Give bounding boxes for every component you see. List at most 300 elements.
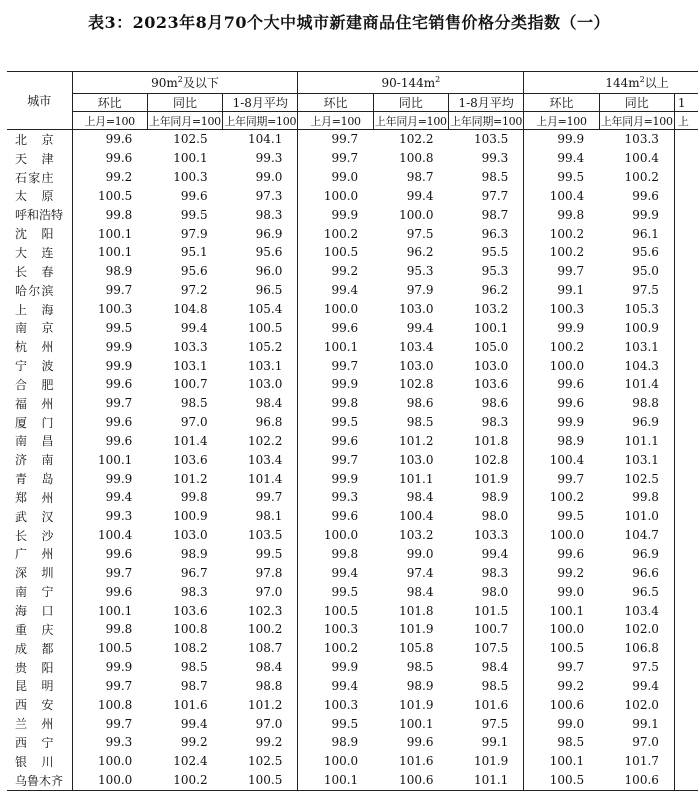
value-cell: 103.6	[173, 452, 208, 467]
truncated-cell	[674, 752, 698, 771]
value-cell: 98.9	[72, 262, 147, 281]
value-cell: 99.9	[524, 413, 599, 432]
value-cell: 100.0	[524, 620, 599, 639]
value-cell: 100.6	[373, 771, 448, 790]
value-cell: 100.1	[524, 752, 599, 771]
value-cell: 100.8	[399, 151, 434, 166]
value-cell: 101.2	[173, 471, 208, 486]
city-name-cell: 哈尔滨	[7, 281, 72, 300]
value-cell: 98.4	[406, 584, 434, 599]
value-cell: 100.1	[173, 151, 208, 166]
truncated-cell	[674, 243, 698, 262]
truncated-cell	[674, 130, 698, 149]
value-cell: 99.6	[72, 432, 147, 451]
value-cell: 103.1	[624, 339, 659, 354]
value-cell: 99.2	[298, 262, 373, 281]
value-cell: 98.5	[406, 660, 434, 675]
value-cell: 100.1	[72, 601, 147, 620]
value-cell: 107.5	[473, 641, 509, 656]
value-cell: 99.0	[298, 168, 373, 187]
truncated-cell	[674, 224, 698, 243]
value-cell: 99.6	[72, 582, 147, 601]
value-cell: 102.5	[624, 471, 659, 486]
value-cell: 99.6	[524, 394, 599, 413]
value-cell: 98.5	[481, 678, 509, 693]
value-cell: 100.0	[524, 526, 599, 545]
truncated-cell	[674, 356, 698, 375]
value-cell: 99.5	[180, 207, 208, 222]
value-cell: 99.1	[524, 281, 599, 300]
value-cell: 99.2	[72, 168, 147, 187]
value-cell: 98.3	[481, 415, 509, 430]
value-cell: 100.2	[147, 771, 222, 790]
value-cell: 104.3	[624, 358, 659, 373]
table-row	[7, 149, 698, 168]
value-cell: 97.5	[632, 283, 659, 298]
value-cell: 98.4	[481, 660, 509, 675]
value-cell: 99.4	[298, 281, 373, 300]
value-cell: 101.0	[624, 509, 659, 524]
subheader-mom: 环比	[524, 94, 599, 112]
city-name-cell: 西安	[7, 695, 72, 714]
value-cell: 98.9	[406, 678, 434, 693]
unit-label: 上月=100	[72, 112, 147, 130]
value-cell: 101.9	[399, 622, 434, 637]
value-cell: 98.0	[481, 509, 509, 524]
truncated-cell	[674, 563, 698, 582]
value-cell: 101.1	[624, 433, 659, 448]
group-header-medium: $90-144m^2$	[298, 72, 524, 94]
value-cell: 99.9	[524, 130, 599, 149]
value-cell: 100.1	[72, 243, 147, 262]
table-row	[7, 526, 698, 545]
value-cell: 97.2	[180, 283, 208, 298]
city-name-cell: 厦门	[7, 413, 72, 432]
value-cell: 101.9	[473, 471, 509, 486]
value-cell: 102.8	[473, 452, 509, 467]
value-cell: 102.2	[248, 433, 283, 448]
value-cell: 97.7	[481, 188, 509, 203]
value-cell: 99.6	[72, 413, 147, 432]
value-cell: 96.2	[406, 245, 434, 260]
value-cell: 100.1	[72, 224, 147, 243]
value-cell: 99.5	[524, 507, 599, 526]
value-cell: 98.5	[524, 733, 599, 752]
value-cell: 99.7	[524, 262, 599, 281]
value-cell: 102.0	[624, 622, 659, 637]
value-cell: 103.0	[399, 358, 434, 373]
value-cell: 100.0	[298, 187, 373, 206]
truncated-cell	[674, 714, 698, 733]
table-row	[7, 300, 698, 319]
city-name-cell: 济南	[7, 450, 72, 469]
value-cell: 100.6	[524, 695, 599, 714]
unit-label: 上年同月=100	[147, 112, 222, 130]
city-name-cell: 宁波	[7, 356, 72, 375]
subheader-yoy: 同比	[599, 94, 674, 112]
value-cell: 100.0	[72, 771, 147, 790]
value-cell: 96.5	[255, 283, 283, 298]
value-cell: 96.9	[632, 415, 659, 430]
value-cell: 100.2	[248, 622, 283, 637]
value-cell: 99.3	[481, 151, 509, 166]
value-cell: 108.2	[173, 641, 208, 656]
table-row	[7, 224, 698, 243]
value-cell: 96.7	[180, 565, 208, 580]
table-row	[7, 601, 698, 620]
value-cell: 96.8	[255, 415, 283, 430]
truncated-cell	[674, 507, 698, 526]
value-cell: 98.5	[406, 415, 434, 430]
value-cell: 99.9	[72, 337, 147, 356]
value-cell: 99.8	[524, 205, 599, 224]
value-cell: 99.4	[180, 320, 208, 335]
value-cell: 103.4	[399, 339, 434, 354]
value-cell: 103.0	[248, 377, 283, 392]
value-cell: 99.8	[632, 490, 659, 505]
table-row	[7, 563, 698, 582]
table-row	[7, 469, 698, 488]
value-cell: 99.5	[298, 714, 373, 733]
value-cell: 97.0	[255, 716, 283, 731]
value-cell: 99.7	[72, 394, 147, 413]
table-header	[7, 72, 698, 130]
city-name-cell: 沈阳	[7, 224, 72, 243]
truncated-cell	[674, 620, 698, 639]
table-row	[7, 639, 698, 658]
truncated-cell	[674, 337, 698, 356]
value-cell: 100.7	[473, 622, 509, 637]
value-cell: 98.9	[481, 490, 509, 505]
value-cell: 96.3	[481, 226, 509, 241]
value-cell: 99.9	[298, 205, 373, 224]
city-name-cell: 广州	[7, 545, 72, 564]
value-cell: 101.8	[473, 433, 509, 448]
table-row	[7, 281, 698, 300]
value-cell: 99.4	[298, 676, 373, 695]
value-cell: 97.5	[481, 716, 509, 731]
city-name-cell: 武汉	[7, 507, 72, 526]
value-cell: 102.0	[624, 697, 659, 712]
value-cell: 103.1	[248, 358, 283, 373]
value-cell: 98.3	[180, 584, 208, 599]
value-cell: 101.8	[399, 603, 434, 618]
table-row	[7, 695, 698, 714]
value-cell: 99.3	[255, 151, 283, 166]
value-cell: 99.8	[72, 205, 147, 224]
city-name-cell: 长沙	[7, 526, 72, 545]
value-cell: 99.3	[72, 733, 147, 752]
value-cell: 99.7	[298, 130, 373, 149]
value-cell: 102.5	[173, 132, 208, 147]
value-cell: 99.7	[72, 563, 147, 582]
value-cell: 97.5	[406, 226, 434, 241]
value-cell: 99.9	[298, 658, 373, 677]
city-name-cell: 石家庄	[7, 168, 72, 187]
value-cell: 99.7	[298, 356, 373, 375]
truncated-cell	[674, 658, 698, 677]
truncated-cell	[674, 168, 698, 187]
city-name-cell: 南昌	[7, 432, 72, 451]
table-row	[7, 676, 698, 695]
city-name-cell: 福州	[7, 394, 72, 413]
value-cell: 99.0	[524, 714, 599, 733]
value-cell: 103.0	[473, 358, 509, 373]
truncated-cell	[674, 205, 698, 224]
value-cell: 99.6	[632, 188, 659, 203]
city-name-cell: 呼和浩特	[7, 205, 72, 224]
city-name-cell: 郑州	[7, 488, 72, 507]
table-row	[7, 733, 698, 752]
value-cell: 99.4	[406, 188, 434, 203]
table-row	[7, 620, 698, 639]
table-row	[7, 752, 698, 771]
value-cell: 96.0	[255, 264, 283, 279]
value-cell: 98.7	[406, 170, 434, 185]
value-cell: 96.9	[255, 226, 283, 241]
value-cell: 100.1	[298, 771, 373, 790]
value-cell: 99.8	[180, 490, 208, 505]
value-cell: 99.7	[72, 714, 147, 733]
value-cell: 99.6	[406, 735, 434, 750]
value-cell: 101.4	[173, 433, 208, 448]
unit-label: 上年同期=100	[223, 112, 298, 130]
value-cell: 99.6	[72, 149, 147, 168]
value-cell: 99.7	[524, 658, 599, 677]
value-cell: 99.1	[481, 735, 509, 750]
subheader-avg: 1-8月平均	[223, 94, 298, 112]
value-cell: 99.4	[632, 678, 659, 693]
value-cell: 98.6	[481, 396, 509, 411]
city-name-cell: 北京	[7, 130, 72, 149]
value-cell: 99.9	[632, 207, 659, 222]
subheader-yoy: 同比	[373, 94, 448, 112]
truncated-cell	[674, 676, 698, 695]
truncated-cell	[674, 601, 698, 620]
table-row	[7, 432, 698, 451]
value-cell: 99.9	[72, 469, 147, 488]
value-cell: 100.4	[72, 526, 147, 545]
value-cell: 97.9	[180, 226, 208, 241]
value-cell: 99.2	[180, 735, 208, 750]
unit-label-truncated: 上	[674, 112, 698, 130]
value-cell: 103.2	[399, 528, 434, 543]
truncated-cell	[674, 639, 698, 658]
truncated-cell	[674, 582, 698, 601]
value-cell: 104.7	[624, 528, 659, 543]
value-cell: 99.2	[524, 676, 599, 695]
value-cell: 100.2	[524, 337, 599, 356]
value-cell: 99.5	[524, 168, 599, 187]
value-cell: 99.2	[255, 735, 283, 750]
value-cell: 99.9	[298, 469, 373, 488]
value-cell: 105.3	[624, 302, 659, 317]
value-cell: 99.6	[524, 375, 599, 394]
value-cell: 105.8	[399, 641, 434, 656]
value-cell: 99.6	[72, 545, 147, 564]
value-cell: 101.9	[473, 754, 509, 769]
table-row	[7, 582, 698, 601]
value-cell: 104.1	[248, 132, 283, 147]
value-cell: 100.5	[298, 601, 373, 620]
value-cell: 100.2	[298, 639, 373, 658]
table-row	[7, 130, 698, 149]
value-cell: 100.6	[599, 771, 674, 790]
value-cell: 106.8	[624, 641, 659, 656]
value-cell: 99.6	[72, 130, 147, 149]
value-cell: 100.4	[624, 151, 659, 166]
value-cell: 102.5	[248, 754, 283, 769]
value-cell: 100.1	[298, 337, 373, 356]
table-row	[7, 243, 698, 262]
value-cell: 97.0	[180, 415, 208, 430]
unit-label: 上年同期=100	[448, 112, 523, 130]
value-cell: 100.3	[524, 300, 599, 319]
city-name-cell: 海口	[7, 601, 72, 620]
table-row	[7, 168, 698, 187]
value-cell: 99.5	[298, 582, 373, 601]
value-cell: 97.4	[406, 565, 434, 580]
value-cell: 105.4	[248, 302, 283, 317]
value-cell: 105.2	[248, 339, 283, 354]
table-row	[7, 375, 698, 394]
city-name-cell: 天津	[7, 149, 72, 168]
city-name-cell: 长春	[7, 262, 72, 281]
value-cell: 103.4	[248, 452, 283, 467]
value-cell: 98.3	[255, 207, 283, 222]
value-cell: 101.5	[473, 603, 509, 618]
value-cell: 99.5	[72, 318, 147, 337]
value-cell: 99.8	[298, 545, 373, 564]
value-cell: 98.7	[180, 678, 208, 693]
value-cell: 98.5	[180, 660, 208, 675]
value-cell: 99.7	[298, 450, 373, 469]
value-cell: 99.4	[72, 488, 147, 507]
value-cell: 99.9	[524, 318, 599, 337]
table-row	[7, 450, 698, 469]
city-name-cell: 乌鲁木齐	[7, 771, 72, 790]
value-cell: 100.5	[524, 639, 599, 658]
value-cell: 99.7	[72, 676, 147, 695]
truncated-cell	[674, 526, 698, 545]
value-cell: 101.1	[399, 471, 434, 486]
value-cell: 101.6	[473, 697, 509, 712]
city-name-cell: 大连	[7, 243, 72, 262]
table-row	[7, 394, 698, 413]
value-cell: 99.6	[298, 432, 373, 451]
value-cell: 99.0	[524, 582, 599, 601]
value-cell: 101.9	[399, 697, 434, 712]
city-name-cell: 西宁	[7, 733, 72, 752]
value-cell: 101.7	[624, 754, 659, 769]
value-cell: 101.6	[399, 754, 434, 769]
value-cell: 100.5	[524, 771, 599, 790]
city-name-cell: 南宁	[7, 582, 72, 601]
value-cell: 97.0	[632, 735, 659, 750]
value-cell: 103.3	[624, 132, 659, 147]
value-cell: 100.1	[72, 450, 147, 469]
group-header-large: $144m^2$以上	[524, 72, 698, 94]
value-cell: 98.9	[524, 432, 599, 451]
value-cell: 99.4	[180, 716, 208, 731]
value-cell: 99.4	[406, 320, 434, 335]
value-cell: 101.1	[448, 771, 523, 790]
truncated-cell	[674, 450, 698, 469]
truncated-cell	[674, 281, 698, 300]
value-cell: 99.1	[632, 716, 659, 731]
subheader-avg-truncated: 1	[674, 94, 698, 112]
value-cell: 99.9	[298, 375, 373, 394]
value-cell: 102.4	[173, 754, 208, 769]
value-cell: 99.6	[298, 507, 373, 526]
value-cell: 98.4	[406, 490, 434, 505]
value-cell: 100.8	[72, 695, 147, 714]
value-cell: 95.3	[481, 264, 509, 279]
value-cell: 99.0	[255, 170, 283, 185]
value-cell: 100.2	[524, 488, 599, 507]
value-cell: 99.6	[298, 318, 373, 337]
value-cell: 99.4	[481, 546, 509, 561]
value-cell: 103.6	[473, 377, 509, 392]
truncated-cell	[674, 771, 698, 790]
value-cell: 100.9	[624, 320, 659, 335]
city-name-cell: 贵阳	[7, 658, 72, 677]
city-name-cell: 南京	[7, 318, 72, 337]
subheader-avg: 1-8月平均	[448, 94, 523, 112]
value-cell: 100.0	[399, 207, 434, 222]
value-cell: 103.3	[173, 339, 208, 354]
value-cell: 103.0	[399, 452, 434, 467]
value-cell: 98.8	[632, 396, 659, 411]
value-cell: 96.5	[632, 584, 659, 599]
table-row	[7, 262, 698, 281]
value-cell: 100.5	[248, 320, 283, 335]
value-cell: 103.6	[173, 603, 208, 618]
value-cell: 99.4	[524, 149, 599, 168]
truncated-cell	[674, 318, 698, 337]
value-cell: 99.5	[298, 413, 373, 432]
city-name-cell: 兰州	[7, 714, 72, 733]
value-cell: 98.9	[180, 546, 208, 561]
truncated-cell	[674, 262, 698, 281]
city-name-cell: 昆明	[7, 676, 72, 695]
truncated-cell	[674, 300, 698, 319]
value-cell: 99.7	[255, 490, 283, 505]
value-cell: 100.8	[173, 622, 208, 637]
table-row	[7, 545, 698, 564]
subheader-yoy: 同比	[147, 94, 222, 112]
subheader-mom: 环比	[72, 94, 147, 112]
value-cell: 99.6	[180, 188, 208, 203]
truncated-cell	[674, 488, 698, 507]
value-cell: 100.0	[298, 300, 373, 319]
value-cell: 99.9	[72, 356, 147, 375]
value-cell: 100.0	[298, 752, 373, 771]
value-cell: 105.0	[473, 339, 509, 354]
value-cell: 103.5	[248, 528, 283, 543]
value-cell: 95.3	[406, 264, 434, 279]
value-cell: 98.4	[255, 660, 283, 675]
value-cell: 100.2	[298, 224, 373, 243]
value-cell: 103.4	[624, 603, 659, 618]
value-cell: 103.1	[173, 358, 208, 373]
value-cell: 101.2	[248, 697, 283, 712]
table-row	[7, 488, 698, 507]
city-name-cell: 太原	[7, 187, 72, 206]
value-cell: 99.5	[255, 546, 283, 561]
value-cell: 100.5	[298, 243, 373, 262]
unit-label: 上月=100	[298, 112, 373, 130]
